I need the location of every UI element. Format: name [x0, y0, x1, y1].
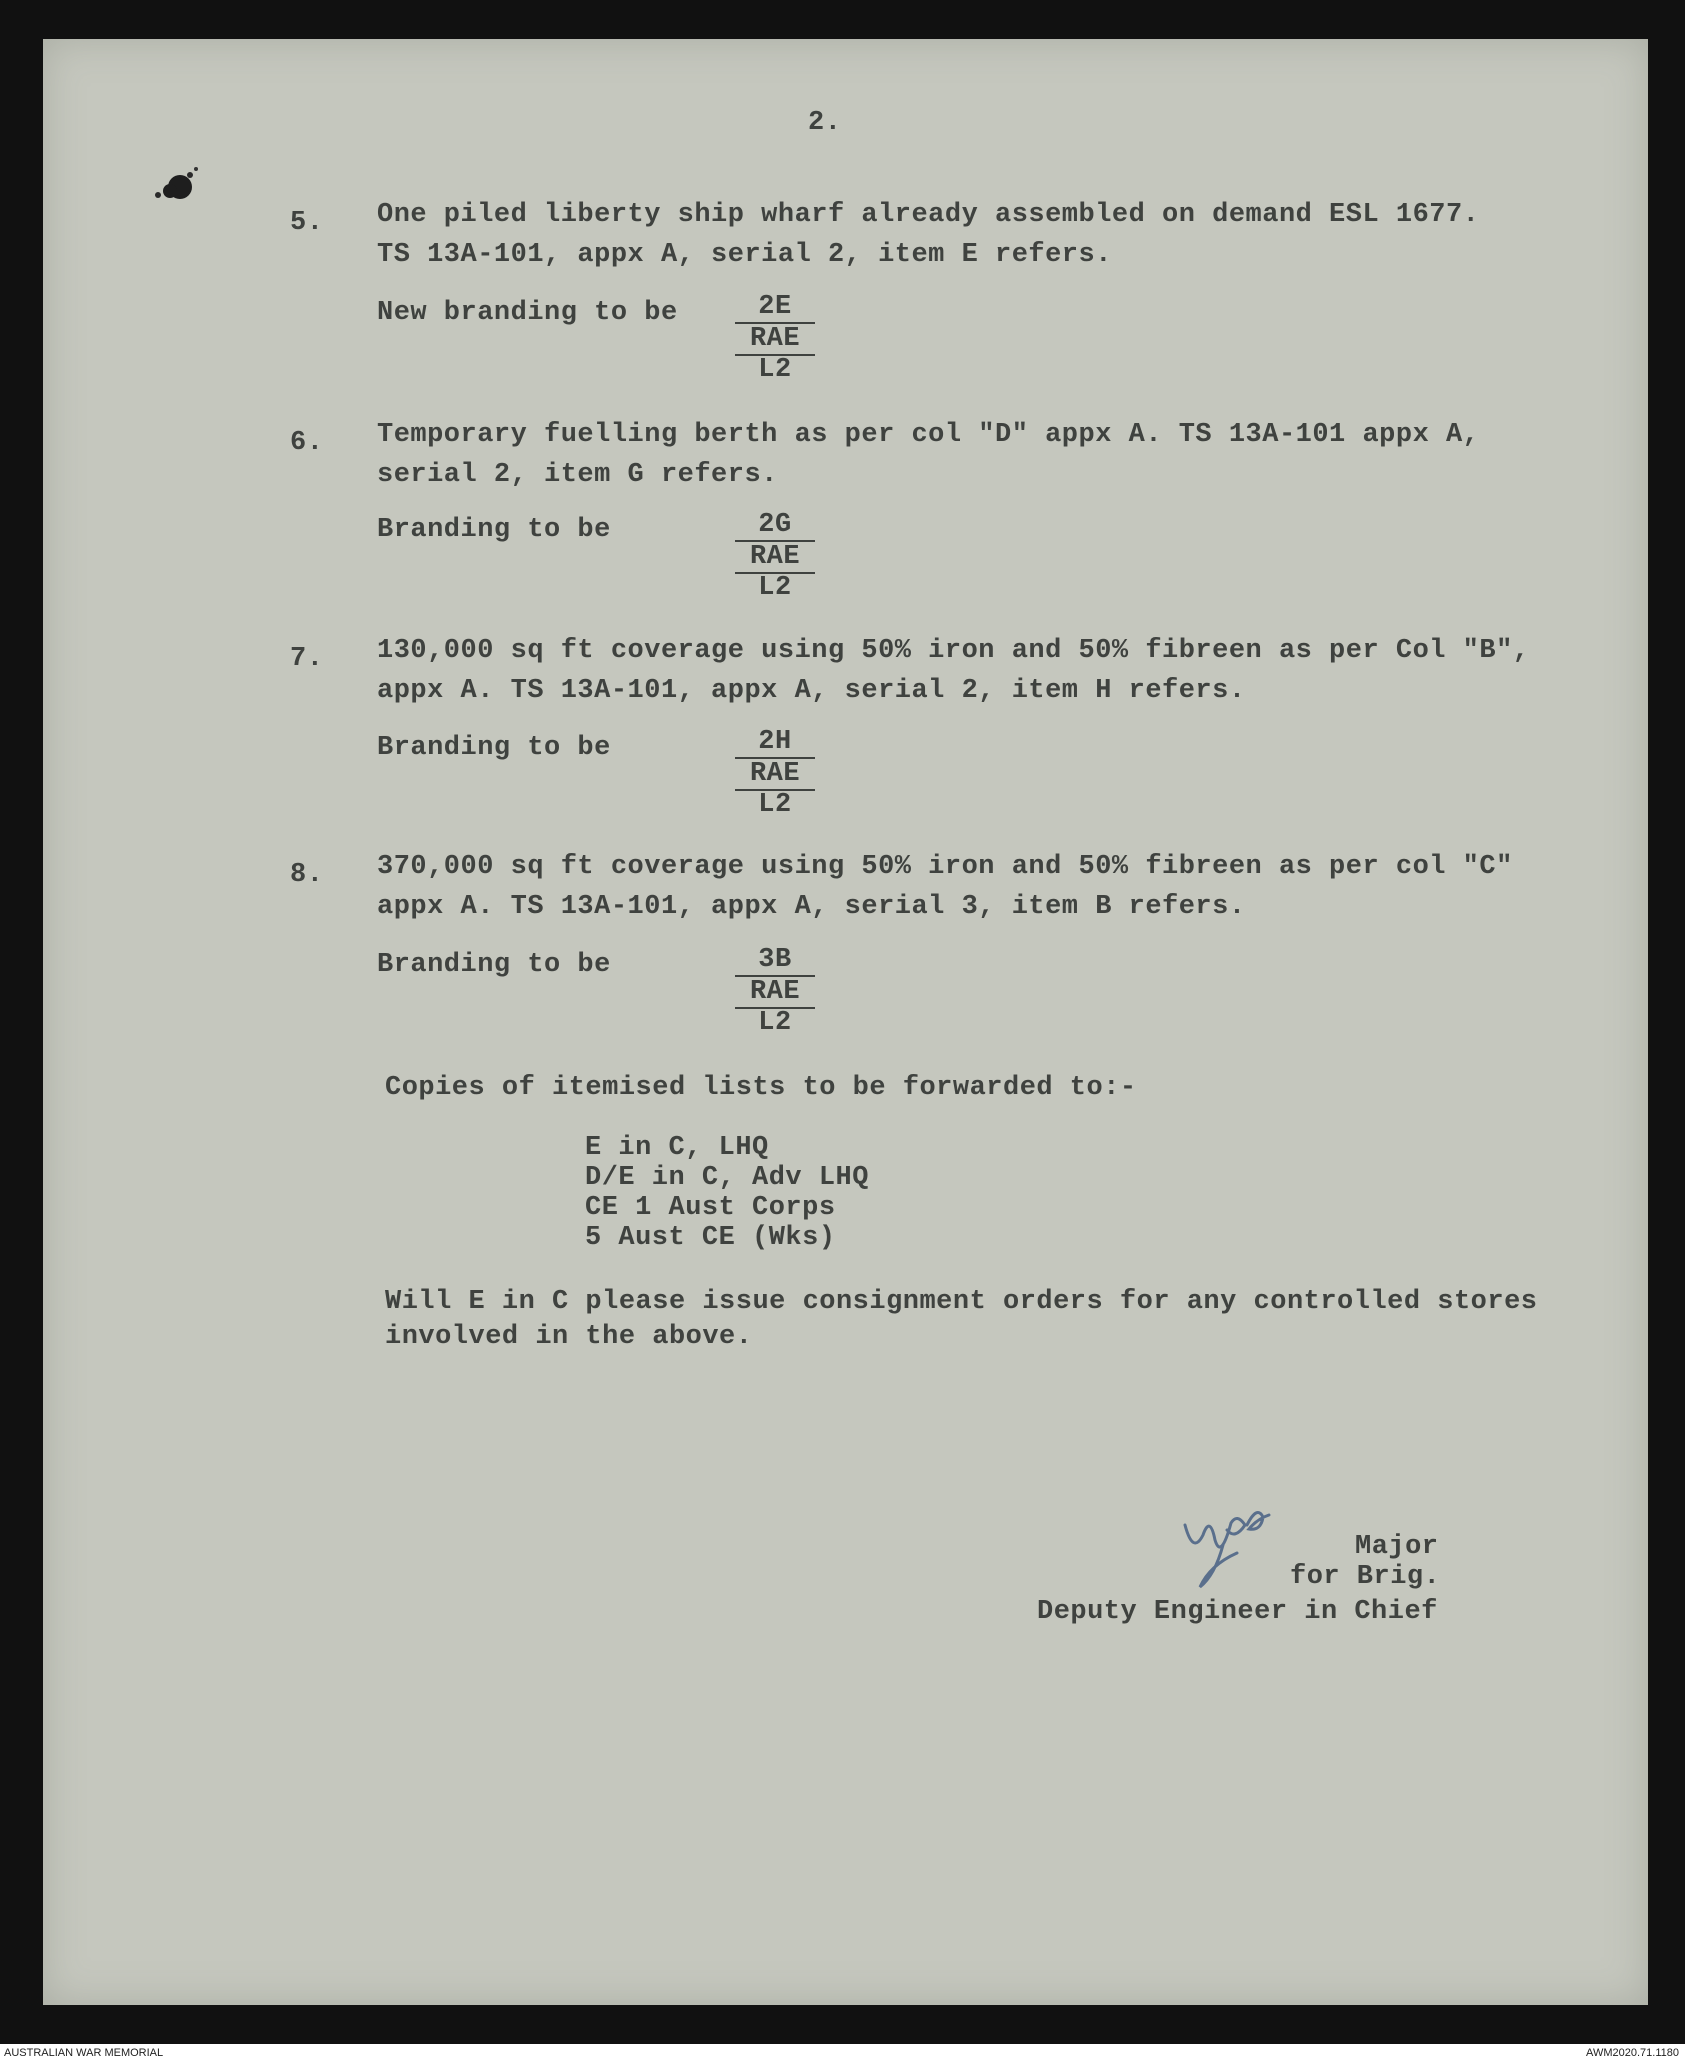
item-line: Temporary fuelling berth as per col "D" appx A. TS 13A-101 appx A, [377, 420, 1480, 450]
branding-fraction [735, 292, 815, 384]
branding-bottom: L2 [758, 1008, 792, 1038]
branding-top: 2G [735, 510, 815, 542]
signature-for-line: for Brig. [1290, 1562, 1441, 1592]
branding-label: Branding to be [377, 515, 611, 545]
footer-reference: AWM2020.71.1180 [1586, 2047, 1679, 2059]
copies-heading: Copies of itemised lists to be forwarded to:- [385, 1073, 1137, 1103]
handwritten-signature [1165, 1495, 1305, 1595]
copies-list-item: 5 Aust CE (Wks) [585, 1223, 836, 1253]
branding-fraction [735, 727, 815, 819]
branding-top: 2H [735, 727, 815, 759]
item-line: serial 2, item G refers. [377, 460, 778, 490]
copies-list-item: CE 1 Aust Corps [585, 1193, 836, 1223]
signature-title: Deputy Engineer in Chief [1037, 1597, 1438, 1627]
closing-line: involved in the above. [385, 1322, 753, 1352]
branding-middle: RAE [735, 759, 815, 791]
branding-bottom: L2 [758, 573, 792, 603]
branding-middle: RAE [735, 324, 815, 356]
branding-middle: RAE [735, 542, 815, 574]
item-number: 7. [290, 644, 324, 674]
branding-middle: RAE [735, 977, 815, 1009]
item-line: 370,000 sq ft coverage using 50% iron and 50% fibreen as per col "C" [377, 852, 1513, 882]
item-line: appx A. TS 13A-101, appx A, serial 2, item H refers. [377, 676, 1246, 706]
copies-list-item: D/E in C, Adv LHQ [585, 1163, 869, 1193]
copies-list-item: E in C, LHQ [585, 1133, 769, 1163]
branding-bottom: L2 [758, 355, 792, 385]
item-number: 5. [290, 208, 324, 238]
branding-fraction [735, 945, 815, 1037]
branding-label: Branding to be [377, 733, 611, 763]
page-number: 2. [808, 108, 842, 138]
paper-sheet [43, 39, 1648, 2005]
signature-rank: Major [1355, 1532, 1439, 1562]
branding-label: New branding to be [377, 298, 678, 328]
closing-line: Will E in C please issue consignment orders for any controlled stores [385, 1287, 1538, 1317]
branding-label: Branding to be [377, 950, 611, 980]
item-number: 6. [290, 428, 324, 458]
ink-blot-mark [150, 165, 200, 210]
item-line: 130,000 sq ft coverage using 50% iron and 50% fibreen as per Col "B", [377, 636, 1530, 666]
branding-bottom: L2 [758, 790, 792, 820]
branding-top: 3B [735, 945, 815, 977]
item-line: appx A. TS 13A-101, appx A, serial 3, item B refers. [377, 892, 1246, 922]
item-line: TS 13A-101, appx A, serial 2, item E refers. [377, 240, 1112, 270]
item-number: 8. [290, 860, 324, 890]
item-line: One piled liberty ship wharf already assembled on demand ESL 1677. [377, 200, 1480, 230]
branding-fraction [735, 510, 815, 602]
branding-top: 2E [735, 292, 815, 324]
footer-source: AUSTRALIAN WAR MEMORIAL [4, 2047, 164, 2059]
